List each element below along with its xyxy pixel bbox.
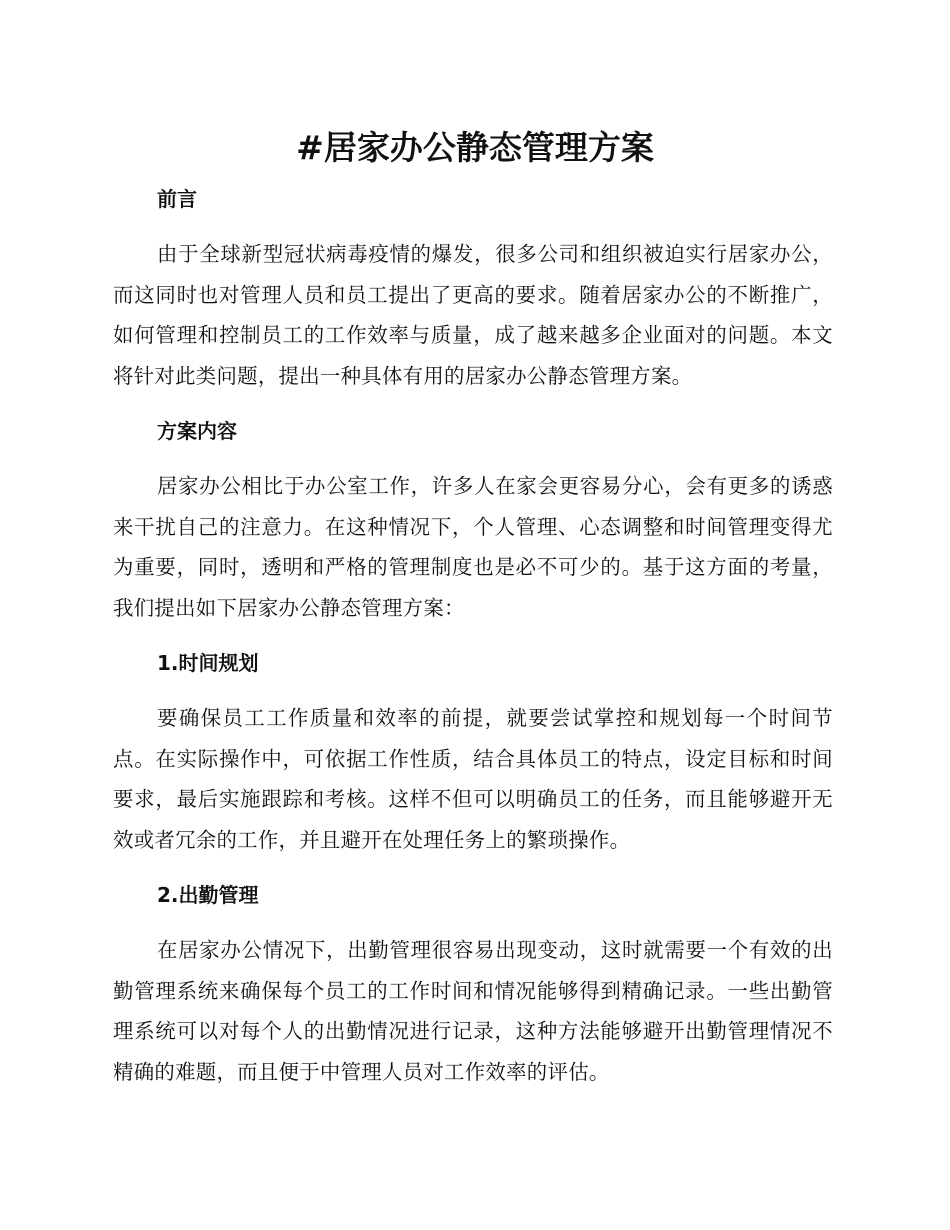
section-paragraph-time-planning: 要确保员工工作质量和效率的前提，就要尝试掌控和规划每一个时间节点。在实际操作中，可依据工作性质，结合具体员工的特点，设定目标和时间要求，最后实施跟踪和考核。这样不但可以明确员工的任务，而且能够避开无效或者冗余的工作，并且避开在处理任务上的繁琐操作。 bbox=[113, 706, 833, 852]
document-title: #居家办公静态管理方案 bbox=[296, 128, 654, 167]
section-heading-plan-content: 方案内容 bbox=[157, 419, 237, 443]
section-paragraph-plan-content: 居家办公相比于办公室工作，许多人在家会更容易分心，会有更多的诱惑来干扰自己的注意力。在这种情况下，个人管理、心态调整和时间管理变得尤为重要，同时，透明和严格的管理制度也是必不可少的。基于这方面的考量，我们提出如下居家办公静态管理方案： bbox=[113, 474, 833, 620]
section-heading-preface: 前言 bbox=[157, 187, 197, 211]
section-heading-time-planning: 1.时间规划 bbox=[157, 651, 259, 675]
document-body bbox=[113, 178, 833, 1092]
section-paragraph-attendance: 在居家办公情况下，出勤管理很容易出现变动，这时就需要一个有效的出勤管理系统来确保每个员工的工作时间和情况能够得到精确记录。一些出勤管理系统可以对每个人的出勤情况进行记录，这种方法能够避开出勤管理情况不精确的难题，而且便于中管理人员对工作效率的评估。 bbox=[113, 938, 833, 1084]
section-heading-attendance: 2.出勤管理 bbox=[157, 883, 259, 907]
section-paragraph-preface: 由于全球新型冠状病毒疫情的爆发，很多公司和组织被迫实行居家办公，而这同时也对管理人员和员工提出了更高的要求。随着居家办公的不断推广，如何管理和控制员工的工作效率与质量，成了越来越多企业面对的问题。本文将针对此类问题，提出一种具体有用的居家办公静态管理方案。 bbox=[113, 242, 833, 388]
